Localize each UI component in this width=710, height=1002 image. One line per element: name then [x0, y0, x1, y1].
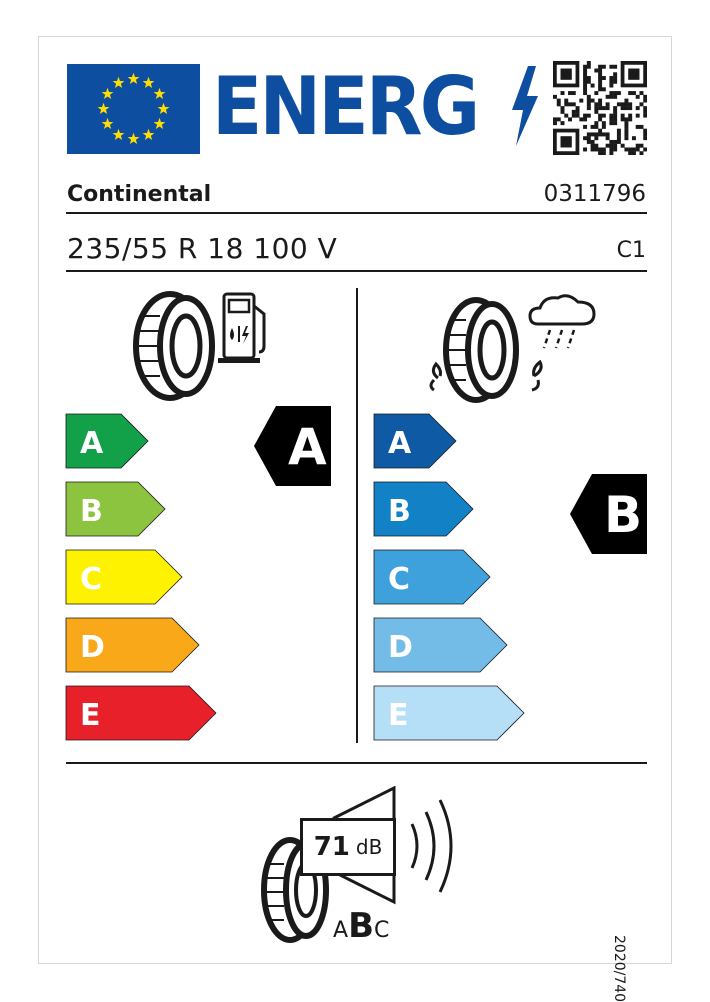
wet-class-b — [374, 482, 473, 536]
svg-text:D: D — [388, 630, 413, 665]
divider — [66, 762, 647, 764]
wet-class-e — [374, 686, 524, 740]
fuel-class-d — [66, 618, 199, 672]
noise-class-a: A — [333, 918, 349, 943]
svg-text:B: B — [80, 494, 103, 529]
svg-text:A: A — [388, 426, 412, 461]
tyre-class: C1 — [616, 238, 646, 263]
svg-text:D: D — [80, 630, 105, 665]
svg-text:B: B — [388, 494, 411, 529]
wet-class-d — [374, 618, 507, 672]
svg-text:C: C — [80, 562, 103, 597]
noise-classes — [333, 906, 389, 946]
regulation-number: 2020/740 — [611, 935, 627, 1002]
energy-title: ENERG — [212, 60, 478, 153]
wet-class-c — [374, 550, 490, 604]
svg-text:C: C — [388, 562, 411, 597]
fuel-class-b — [66, 482, 165, 536]
svg-text:A: A — [288, 418, 327, 476]
svg-text:E: E — [80, 698, 101, 733]
type-identifier: 0311796 — [543, 181, 646, 207]
brand-name: Continental — [67, 182, 212, 207]
fuel-class-a — [66, 414, 148, 468]
fuel-class-c — [66, 550, 182, 604]
noise-unit: dB — [355, 835, 383, 859]
sound-waves-icon — [412, 800, 451, 892]
svg-text:E: E — [388, 698, 409, 733]
noise-value-box — [300, 818, 396, 876]
noise-class-selected: B — [348, 906, 374, 946]
fuel-rating-indicator — [254, 406, 331, 486]
noise-value: 71 — [313, 832, 350, 862]
tyre-size: 235/55 R 18 100 V — [67, 232, 338, 265]
fuel-class-e — [66, 686, 216, 740]
noise-class-c: C — [373, 918, 390, 943]
svg-text:A: A — [80, 426, 104, 461]
wet-class-a — [374, 414, 456, 468]
wet-rating-indicator — [570, 474, 647, 554]
svg-text:B: B — [604, 486, 643, 544]
